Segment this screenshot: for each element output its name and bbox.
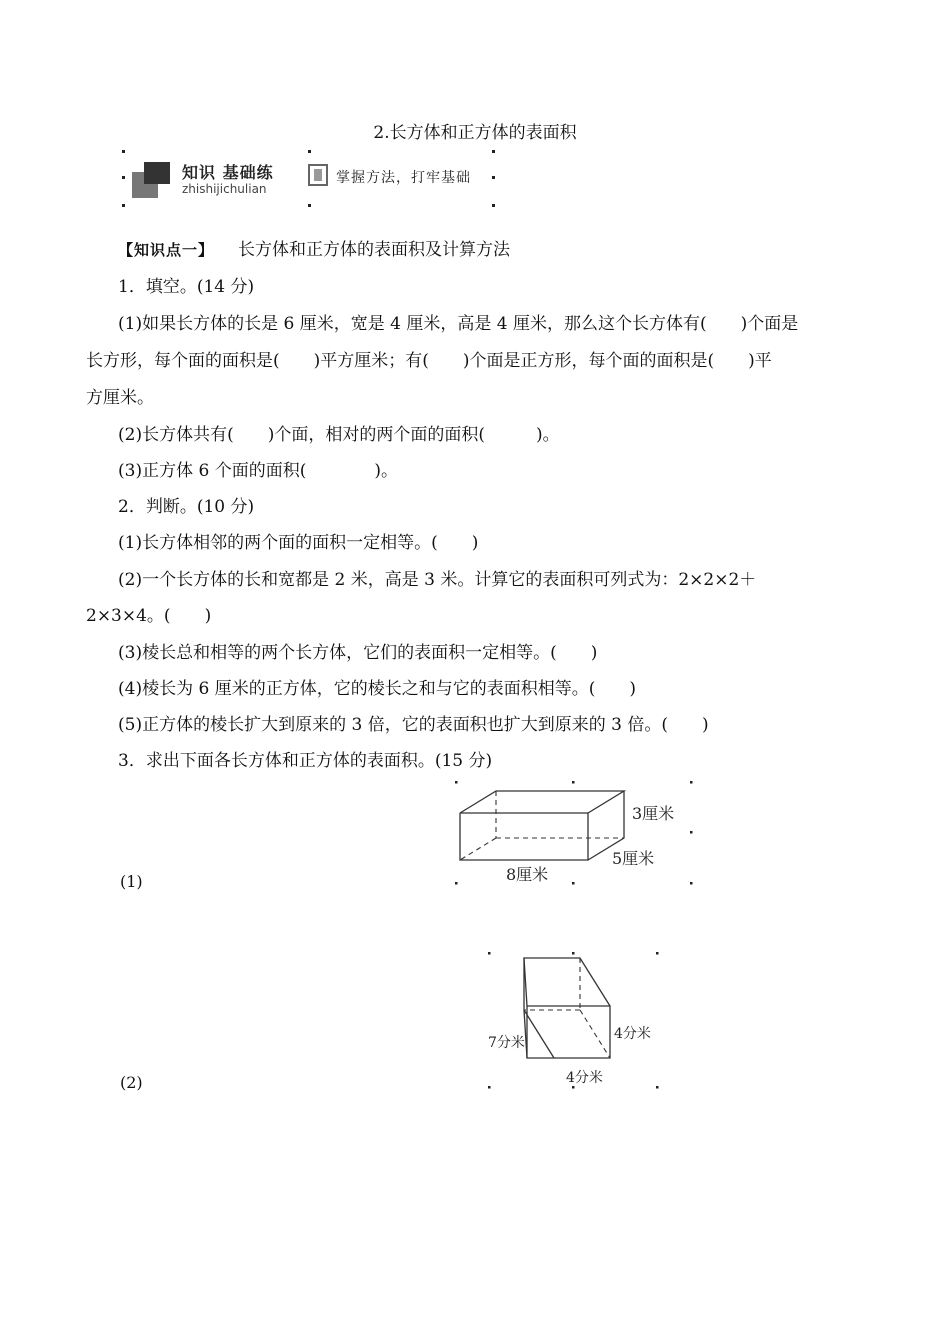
fig1-height-label: 3厘米 [632, 804, 675, 823]
fig1-width-label: 5厘米 [612, 849, 655, 868]
q1-part3: (3)正方体 6 个面的面积( )。 [118, 461, 398, 481]
q1-part1-line1: (1)如果长方体的长是 6 厘米，宽是 4 厘米，高是 4 厘米，那么这个长方体有( )个面是 [118, 314, 799, 334]
fig2-height-label: 4分米 [614, 1026, 651, 1042]
q1-part1-line2: 长方形，每个面的面积是( )平方厘米；有( )个面是正方形，每个面的面积是( )平 [86, 351, 772, 371]
banner-logo-icon [132, 162, 170, 198]
knowledge-point-title: 长方体和正方体的表面积及计算方法 [238, 240, 511, 260]
q1-heading: 1．填空。(14 分) [118, 277, 255, 297]
banner-name: 知识 基础练 [182, 163, 274, 182]
q2-part3: (3)棱长总和相等的两个长方体，它们的表面积一定相等。( ) [118, 643, 598, 663]
fig2-bottom-label: 4分米 [566, 1070, 603, 1086]
q2-part4: (4)棱长为 6 厘米的正方体，它的棱长之和与它的表面积相等。( ) [118, 679, 636, 699]
banner-motto: 掌握方法，打牢基础 [336, 170, 471, 186]
page-title: 2.长方体和正方体的表面积 [373, 123, 577, 143]
q2-part5: (5)正方体的棱长扩大到原来的 3 倍，它的表面积也扩大到原来的 3 倍。( ) [118, 715, 709, 735]
banner-separator-icon [308, 164, 328, 186]
section-banner [122, 150, 497, 208]
knowledge-point-tag: 【知识点一】 [118, 241, 215, 259]
fig1-label: (1) [120, 872, 143, 891]
q2-heading: 2．判断。(10 分) [118, 497, 255, 517]
q2-part1: (1)长方体相邻的两个面的面积一定相等。( ) [118, 533, 479, 553]
cuboid-figure [450, 778, 700, 890]
banner-pinyin: zhishijichulian [182, 182, 267, 196]
prism-figure [484, 948, 664, 1093]
knowledge-point-heading [118, 239, 510, 261]
q2-part2-line1: (2)一个长方体的长和宽都是 2 米，高是 3 米。计算它的表面积可列式为：2×2×2＋ [118, 570, 757, 590]
fig2-side-label: 7分米 [488, 1035, 525, 1051]
fig1-length-label: 8厘米 [506, 865, 549, 884]
q1-part2: (2)长方体共有( )个面，相对的两个面的面积( )。 [118, 425, 560, 445]
q1-part1-line3: 方厘米。 [86, 388, 154, 408]
fig2-label: (2) [120, 1073, 143, 1092]
q3-heading: 3．求出下面各长方体和正方体的表面积。(15 分) [118, 751, 493, 771]
q2-part2-line2: 2×3×4。( ) [86, 606, 212, 626]
